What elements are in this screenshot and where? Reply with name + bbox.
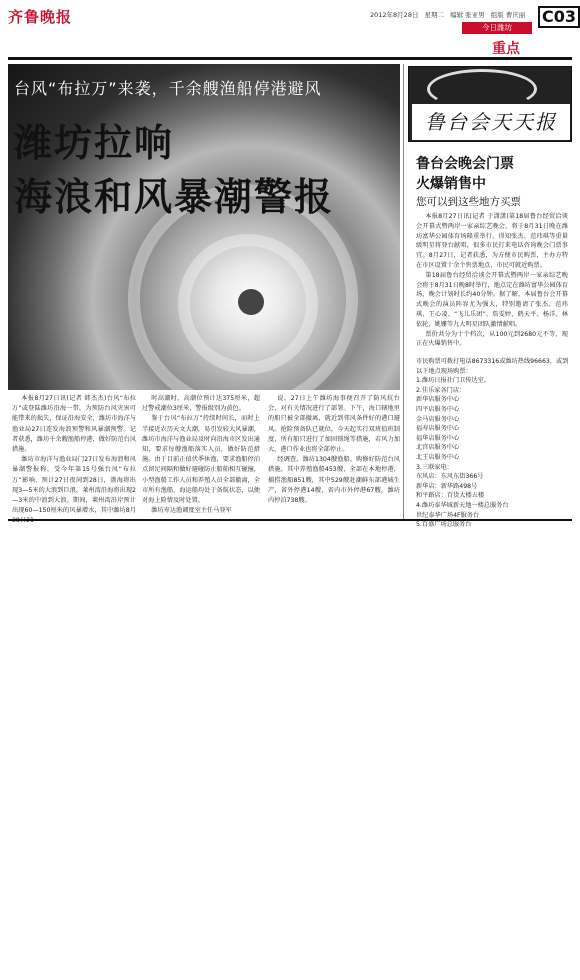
column-divider xyxy=(403,64,404,520)
ticket-outlet-item: 5.百盛广场总服务台 xyxy=(416,521,472,529)
footer-rule xyxy=(8,519,572,521)
story-paragraph: 鉴于台风“布拉万”持续时间长，而时上半接近农历天文大潮，易引发较大风暴潮，潍坊市海洋与渔业局及时向沿海市区发出通知，要求每艘渔船落实人员，做好防范措施。由于目前正值伏季休渔，要求渔船停泊点留足间隔和做好避碰防止船舶相互碰撞，小型渔船工作人员和养殖人员全部撤离，全市所有渔船、海运船均处于备航状态，以便对海上险情及时处置。 xyxy=(142,415,260,505)
sidebar-body xyxy=(416,212,568,349)
story-column-3 xyxy=(268,394,400,506)
stadium-arch-graphic xyxy=(427,69,537,109)
issue-meta xyxy=(370,10,529,19)
story-paragraph: 时高潮时，高潮位预计达375厘米，超过警戒潮位3厘米，警报级别为黄色。 xyxy=(142,395,260,413)
ticket-outlet-item: 东风店：东风东街366号 xyxy=(416,473,484,481)
story-column-1 xyxy=(12,394,136,527)
newspaper-logo: 齐鲁晚报 xyxy=(8,8,73,26)
story-paragraph: 潍坊市海洋与渔业局门27日发布海浪和风暴潮警报称，受今年第15号强台风“布拉万”影响，预计27日夜间到28日，渤海将出现3—5米的大浪到巨浪，莱州湾沿海将出现2—3米的中浪到大浪。期间，莱州湾沿岸预计出现60—150厘米的风暴增水，其中潍坊8月 xyxy=(12,456,136,515)
story-paragraph: 经调查，潍坊1304艘渔船、购修好防范台风措施。其中养殖渔船453艘，全部在本地停港，捕捞渔船851艘，其中529艘赶潮鲜东部港城生产，省外停港14艘，省内市外停港67艘，潍坊内停泊738艘。 xyxy=(268,456,400,505)
story-headline-line2: 海浪和风暴潮警报 xyxy=(14,175,335,219)
story-paragraph: 说，27日上午潍坊海事便召开了防风抗台会，对有关情况进行了部署。下午，海口辖地里的船只被全部撤离，就近到邻风条件好的港口避风。抢险预备队已就位，今天起实行双班值班制度，所有船只进行了加固锁绳等措施，若风力加大，港口作业也将全部停止。 xyxy=(268,395,400,454)
story-paragraph: 潍坊寿达渔调度室主任马登军 xyxy=(151,507,232,515)
issue-date: 2012年8月28日 xyxy=(370,11,419,19)
sidebar-paragraph: 票价共分为十个档次，从100元到2680元不等，现正在火爆销售中。 xyxy=(416,330,568,348)
ticket-outlet-item: 2.佳乐家各门店： xyxy=(416,386,466,394)
ticket-outlet-item: 北宫店服务中心 xyxy=(416,444,460,452)
designer-credit: 组版 曹庆丽 xyxy=(490,11,526,19)
ticket-outlet-list xyxy=(416,357,570,530)
page-number: C03 xyxy=(538,6,580,28)
sidebar-banner-title: 鲁台会天天报 xyxy=(412,104,570,140)
ticket-outlet-item: 世纪泰华广场4F服务台 xyxy=(416,511,480,519)
story-subtitle: 台风“布拉万”来袭，千余艘渔船停港避风 xyxy=(14,79,322,98)
story-paragraph: 本报8月27日讯(记者 韩杰杰)台风“布拉万”或登陆潍坊沿海一带，为预防台风灾害可能带来的损失，保证沿海安全，潍坊市海洋与渔业局27日连发海浪预警和风暴潮预警。记者获悉，潍坊千余艘渔船停港，做好防范台风措施。 xyxy=(12,395,136,454)
typhoon-eye xyxy=(238,289,264,315)
editor-credit: 编辑 张亚男 xyxy=(450,11,485,19)
story-column-2 xyxy=(142,394,260,516)
section-label: 今日潍坊 xyxy=(462,22,532,34)
sidebar-paragraph: 第18届鲁台经贸洽谈会开幕式暨两岸一家亲综艺晚会将于8月31日晚8时举行，地点定在潍坊富华公园体育场，晚会计划时长约40分钟。据了解，本届鲁台会开幕式晚会的演员阵容尤为强大，特别邀请了张杰、范玮琪、王心凌、“飞儿乐团”、詹雯婷、鹤天平、杨洋、林依轮、姚姗等九大明星团队激情献唱。 xyxy=(416,271,568,328)
ticket-outlet-item: 1.潍坊日报社门卫传达室。 xyxy=(416,377,490,385)
ticket-outlet-item: 福华店服务中心 xyxy=(416,434,460,442)
ticket-outlet-item: 4.潍坊泰华城新天地一楼总服务台 xyxy=(416,501,509,509)
issue-weekday: 星期二 xyxy=(424,11,445,19)
sidebar-paragraph: 本报8月27日讯(记者 于潇潇)第18届鲁台经贸洽谈会开幕式暨两岸一家亲综艺晚会，将于8月31日晚在潍坊富华公园体育场隆重举行，得知张杰、范玮琪等重量级明星将登台献唱，很多市民打来电话咨询晚会门票事宜。8月27日，记者获悉，为方便市民购票，主办方特在市区设置十余个售票地点，市民可就近购票。 xyxy=(416,213,568,269)
ticket-hotline: 市民购票可拨打电话8673316或潍坊热线96663，或到以下地点现场购票： xyxy=(416,358,569,375)
ticket-outlet-item: 新华店：新华路498号 xyxy=(416,482,478,490)
ticket-outlet-item: 四平店服务中心 xyxy=(416,405,460,413)
section-tag: 重点 xyxy=(492,41,520,57)
header-rule xyxy=(8,57,572,60)
sidebar-headline-line2: 火爆销售中 xyxy=(416,176,486,192)
sidebar-subheadline: 您可以到这些地方买票 xyxy=(416,196,521,208)
ticket-outlet-item: 北王店服务中心 xyxy=(416,453,460,461)
ticket-outlet-item: 新华店服务中心 xyxy=(416,396,460,404)
ticket-outlet-item: 和平路店：百货大楼五楼 xyxy=(416,492,485,500)
ticket-outlet-item: 福寿店服务中心 xyxy=(416,425,460,433)
ticket-outlet-item: 3.三联家电： xyxy=(416,463,453,471)
story-headline-line1: 潍坊拉响 xyxy=(14,121,175,165)
sidebar-headline xyxy=(416,154,514,194)
ticket-outlet-item: 金马店服务中心 xyxy=(416,415,460,423)
sidebar-headline-line1: 鲁台会晚会门票 xyxy=(416,156,514,172)
